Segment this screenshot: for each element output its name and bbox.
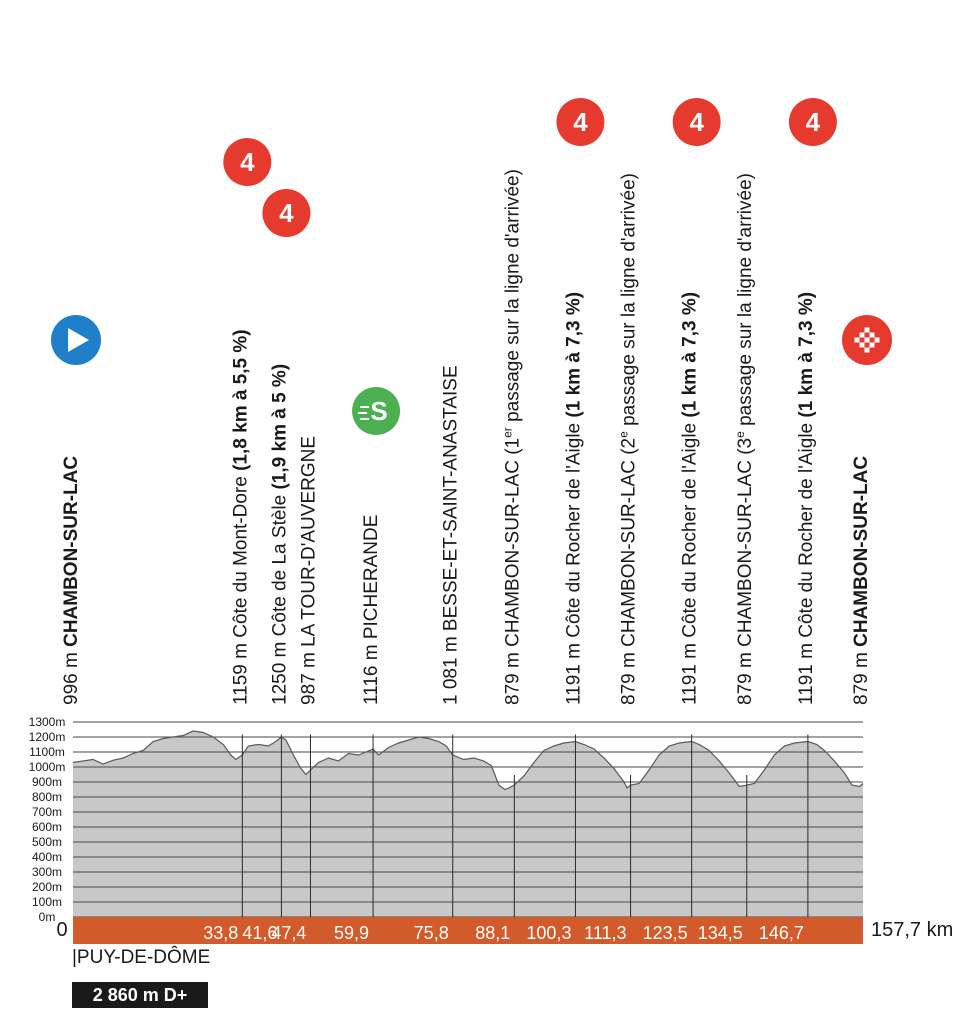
marker-altitude: 879 m xyxy=(851,646,872,705)
marker-label xyxy=(269,364,290,705)
km-label: 100,3 xyxy=(526,923,572,943)
marker-altitude: 1116 m xyxy=(361,639,383,705)
km-label: 33,8 xyxy=(203,923,239,943)
marker-label xyxy=(441,365,462,705)
checker-square xyxy=(870,333,875,338)
marker-name: Côte de La Stèle xyxy=(269,494,291,637)
marker-name: CHAMBON-SUR-LAC xyxy=(61,455,82,647)
marker-name: CHAMBON-SUR-LAC (3 xyxy=(734,437,756,647)
checker-square xyxy=(860,333,865,338)
marker-label xyxy=(851,456,872,705)
marker-detail2: passage sur la ligne d'arrivée) xyxy=(734,173,756,432)
marker-name: Côte du Rocher de l'Aigle xyxy=(795,422,817,638)
marker-label xyxy=(361,515,382,705)
checker-square xyxy=(865,338,870,343)
marker-label xyxy=(500,169,523,705)
marker-name: Côte du Rocher de l'Aigle xyxy=(679,422,701,638)
marker-altitude: 879 m xyxy=(734,646,756,705)
marker-altitude: 996 m xyxy=(61,646,82,705)
climb-category-label: 4 xyxy=(279,198,294,228)
marker-detail: (1 km à 7,3 %) xyxy=(563,291,585,423)
marker-name: LA TOUR-D'AUVERGNE xyxy=(298,435,320,647)
y-tick-label: 900m xyxy=(31,775,63,789)
marker-name: CHAMBON-SUR-LAC xyxy=(851,455,872,647)
marker-altitude: 1 081 m xyxy=(440,631,462,705)
km-label: 59,9 xyxy=(334,923,370,943)
km-label: 88,1 xyxy=(475,923,511,943)
marker-label xyxy=(563,292,584,705)
y-tick-label: 500m xyxy=(31,835,63,849)
checker-square xyxy=(860,343,865,348)
marker-sup: er xyxy=(500,427,515,438)
marker-name: CHAMBON-SUR-LAC (1 xyxy=(502,437,524,647)
checker-square xyxy=(855,338,860,343)
y-tick-label: 1300m xyxy=(28,715,66,729)
sprint-icon-letter: S xyxy=(370,396,388,426)
marker-name: Côte du Mont-Dore xyxy=(230,476,252,638)
marker-detail2: passage sur la ligne d'arrivée) xyxy=(618,173,640,432)
y-tick-label: 200m xyxy=(31,880,63,894)
y-tick-label: 100m xyxy=(31,895,63,909)
marker-label xyxy=(230,329,251,705)
x-start-label: 0 xyxy=(56,919,68,941)
marker-altitude: 987 m xyxy=(298,646,320,705)
total-climb-badge: 2 860 m D+ xyxy=(72,982,208,1008)
marker-altitude: 1191 m xyxy=(795,637,817,705)
marker-altitude: 1191 m xyxy=(563,637,585,705)
checker-square xyxy=(870,343,875,348)
profile-layer xyxy=(29,715,954,944)
km-label: 41,6 xyxy=(242,923,278,943)
marker-detail: (1 km à 7,3 %) xyxy=(795,291,817,423)
climb-category-label: 4 xyxy=(805,107,821,137)
km-label: 123,5 xyxy=(642,923,688,943)
climb-category-label: 4 xyxy=(573,107,588,137)
marker-name: Côte du Rocher de l'Aigle xyxy=(563,422,585,638)
marker-label xyxy=(298,436,319,705)
marker-name: CHAMBON-SUR-LAC (2 xyxy=(618,437,640,647)
labels-layer xyxy=(51,98,892,705)
distance-bar xyxy=(73,917,863,944)
marker-altitude: 1191 m xyxy=(679,637,701,705)
km-label: 146,7 xyxy=(758,923,804,943)
climb-category-label: 4 xyxy=(240,147,255,177)
marker-label xyxy=(61,456,82,705)
marker-altitude: 1159 m xyxy=(230,637,252,705)
checker-square xyxy=(875,338,880,343)
marker-sup: e xyxy=(616,431,631,438)
marker-label xyxy=(680,292,701,705)
km-label: 47,4 xyxy=(271,923,307,943)
x-end-label: 157,7 km xyxy=(871,919,954,941)
region-label: |PUY-DE-DÔME xyxy=(72,947,211,968)
climb-category-label: 4 xyxy=(689,107,704,137)
marker-detail: (1 km à 7,3 %) xyxy=(679,291,701,423)
y-tick-label: 400m xyxy=(31,850,63,864)
marker-name: BESSE-ET-SAINT-ANASTAISE xyxy=(440,365,462,632)
marker-name: PICHERANDE xyxy=(361,514,383,640)
y-tick-label: 600m xyxy=(31,820,63,834)
km-label: 134,5 xyxy=(697,923,743,943)
marker-label xyxy=(796,292,817,705)
marker-altitude: 879 m xyxy=(618,646,640,705)
marker-detail: (1,9 km à 5 %) xyxy=(269,363,291,495)
y-tick-label: 1000m xyxy=(28,760,66,774)
km-label: 111,3 xyxy=(584,923,627,943)
y-tick-label: 0m xyxy=(38,910,56,924)
y-tick-label: 300m xyxy=(31,865,63,879)
checker-square xyxy=(865,348,870,353)
y-tick-label: 700m xyxy=(31,805,63,819)
checker-square xyxy=(865,328,870,333)
marker-label xyxy=(733,173,756,705)
marker-sup: e xyxy=(732,431,747,438)
marker-detail2: passage sur la ligne d'arrivée) xyxy=(502,169,524,428)
marker-altitude: 1250 m xyxy=(269,636,291,705)
y-tick-label: 1100m xyxy=(29,745,65,759)
marker-label xyxy=(617,173,640,705)
km-label: 75,8 xyxy=(413,923,449,943)
y-tick-label: 1200m xyxy=(28,730,66,744)
marker-altitude: 879 m xyxy=(502,646,524,705)
marker-detail: (1,8 km à 5,5 %) xyxy=(230,329,252,477)
y-tick-label: 800m xyxy=(31,790,63,804)
